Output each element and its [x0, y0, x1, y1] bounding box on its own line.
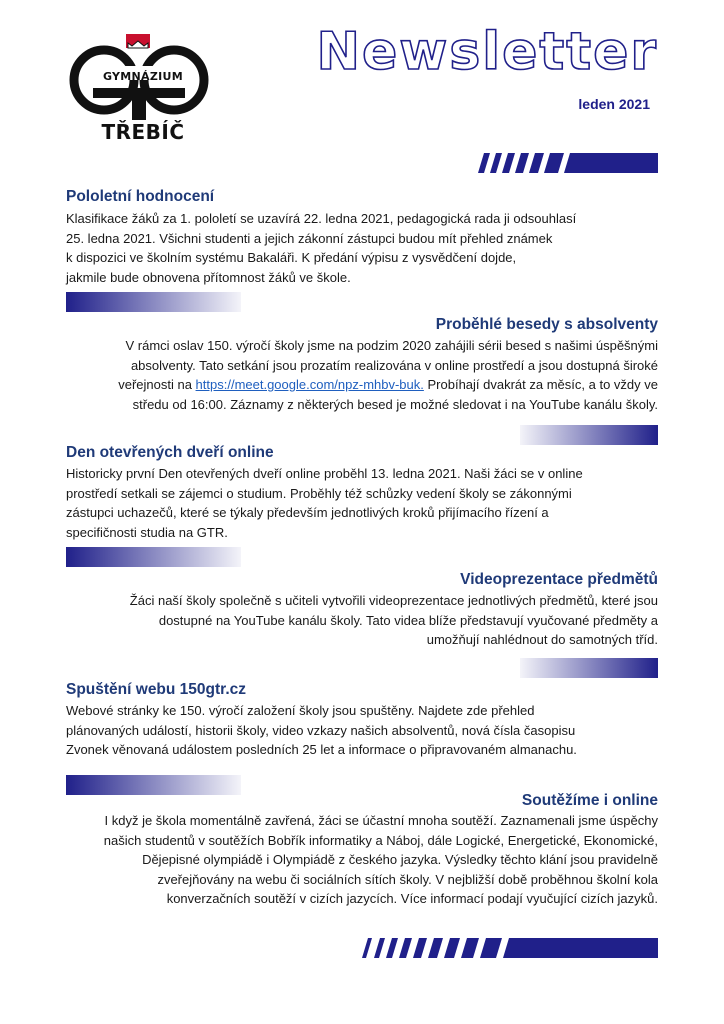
issue-date: leden 2021 — [578, 96, 650, 112]
text-line: k dispozici ve školním systému Bakaláři. K předání výpisu z vysvědčení dojde, — [66, 250, 517, 265]
text-line: V rámci oslav 150. výročí školy jsme na podzim 2020 zahájili sérii besed s našimi úspěšnými — [125, 338, 658, 353]
fade-bar-divider — [66, 292, 241, 312]
section-body-besedy — [118, 336, 658, 414]
newsletter-title: Newsletter — [316, 22, 658, 82]
text-line: I když je škola momentálně zavřená, žáci se účastní mnoha soutěží. Zaznamenali jsme úspěchy — [104, 813, 658, 828]
logo-school-city: TŘEBÍČ — [101, 120, 185, 144]
text-line: specifičnosti studia na GTR. — [66, 524, 228, 540]
section-title-pololetni: Pololetní hodnocení — [66, 188, 215, 205]
text-line: jakmile bude obnovena přítomnost žáků ve škole. — [66, 269, 351, 285]
section-title-den-otevrenych-dveri: Den otevřených dveří online — [66, 444, 274, 461]
text-line: absolventy. Tato setkání jsou prozatím realizována v online prostředí a jsou dostupná široké — [130, 357, 658, 373]
text-line: dostupné na YouTube kanálu školy. Tato videa blíže představují vyučované předměty a — [158, 612, 658, 628]
text-line: Zvonek věnovaná událostem posledních 25 let a informace o připravovaném almanachu. — [66, 742, 577, 757]
stripe-divider — [362, 938, 658, 958]
section-title-soutezime: Soutěžíme i online — [521, 792, 658, 809]
text-line: plánovaných událostí, historii školy, video vzkazy našich absolventů, nová čísla časopisu — [66, 722, 576, 738]
text-line: Historicky první Den otevřených dveří online proběhl 13. ledna 2021. Naši žáci se v online — [66, 466, 583, 481]
text-line: zveřejňovány na webu či sociálních sítích školy. V nejbližší době proběhnou školní kola — [157, 871, 658, 887]
text-line: 25. ledna 2021. Všichni studenti a jejich zákonní zástupci budou mít přehled známek — [66, 230, 553, 246]
text-line — [118, 375, 658, 395]
text-line: středu od 16:00. Záznamy z některých besed je možné sledovat i na YouTube kanálu školy. — [132, 396, 658, 412]
text-line: Dějepisné olympiádě i Olympiádě z českého jazyka. Výsledky těchto klání jsou pravidelně — [142, 852, 658, 867]
fade-bar-divider — [520, 425, 658, 445]
text-line: Webové stránky ke 150. výročí založení školy jsou spuštěny. Najdete zde přehled — [66, 703, 535, 718]
fade-bar-divider — [66, 775, 241, 795]
section-body-videoprezentace — [130, 591, 658, 650]
section-title-videoprezentace: Videoprezentace předmětů — [460, 571, 658, 588]
text-line: Klasifikace žáků za 1. pololetí se uzavírá 22. ledna 2021, pedagogická rada ji odsouhlasí — [66, 211, 577, 226]
meet-link[interactable]: https://meet.google.com/npz-mhbv-buk. — [195, 377, 424, 392]
fade-bar-divider — [66, 547, 241, 567]
text-line: Žáci naší školy společně s učiteli vytvořili videoprezentace jednotlivých předmětů, které jsou — [129, 593, 658, 608]
text-segment: Probíhají dvakrát za měsíc, a to vždy ve — [423, 377, 658, 392]
section-body-den-otevrenych-dveri — [66, 464, 583, 542]
text-segment: veřejnosti na — [118, 377, 196, 392]
text-line: našich studentů v soutěžích Bobřík informatiky a Náboj, dále Logické, Energetické, Ekonomické, — [103, 832, 658, 848]
section-body-soutezime — [104, 811, 658, 909]
section-title-besedy: Proběhlé besedy s absolventy — [435, 316, 658, 333]
fade-bar-divider — [520, 658, 658, 678]
section-body-spusteni-webu — [66, 701, 577, 760]
text-line: zástupci uchazečů, které se týkaly především jednotlivých kroků přijímacího řízení a — [66, 505, 549, 520]
text-line: umožňují nahlédnout do samotných tříd. — [426, 632, 658, 647]
stripe-divider — [478, 153, 658, 173]
logo-school-name: GYMNÁZIUM — [102, 70, 184, 83]
text-line: prostředí setkali se zájemci o studium. Proběhly též schůzky vedení školy se zákonnými — [66, 485, 572, 501]
section-title-spusteni-webu: Spuštění webu 150gtr.cz — [66, 681, 247, 698]
text-line: konverzačních soutěží v cizích jazycích. Více informací podají vyučující cizích jazyků. — [166, 891, 658, 906]
section-body-pololetni — [66, 209, 576, 287]
